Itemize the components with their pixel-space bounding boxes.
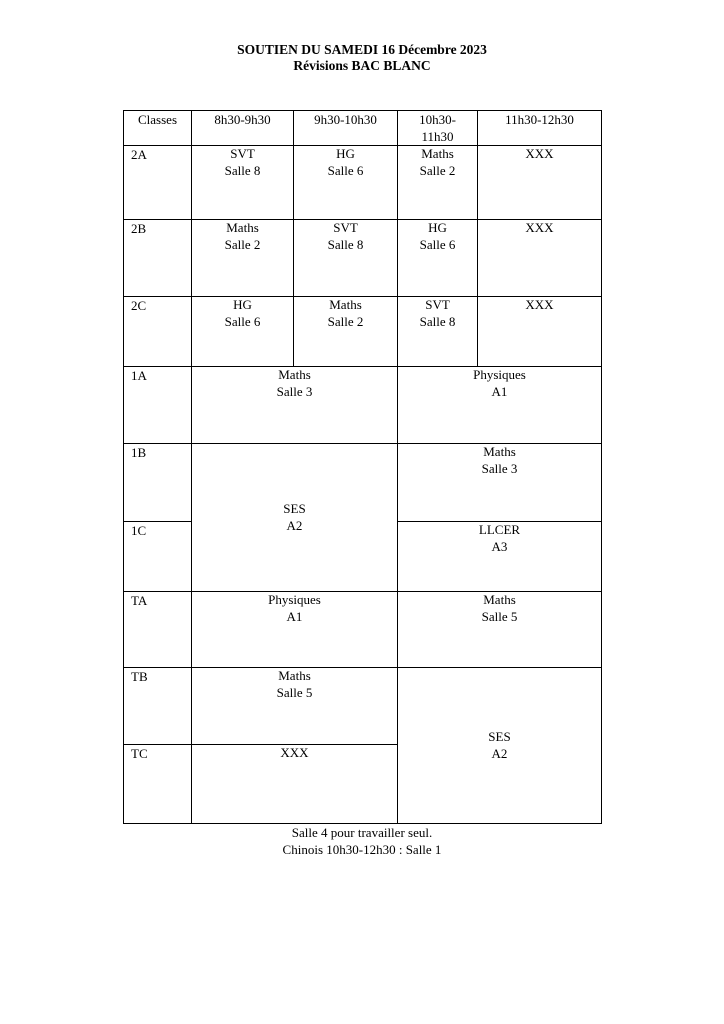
cell-subject: SES [488, 729, 511, 744]
class-label: 2A [124, 146, 192, 220]
header-slot-1: 8h30-9h30 [192, 111, 294, 146]
schedule-cell [398, 146, 478, 220]
cell-empty-marker: XXX [525, 297, 554, 312]
table-row [124, 592, 602, 668]
schedule-cell [398, 522, 602, 592]
schedule-cell [192, 592, 398, 668]
cell-empty-marker: XXX [525, 146, 554, 161]
cell-room: Salle 8 [224, 162, 261, 178]
cell-room: Salle 5 [276, 684, 313, 700]
cell-subject: SES [283, 501, 306, 516]
cell-subject: Physiques [473, 367, 526, 382]
cell-subject: Maths [226, 220, 259, 235]
cell-subject: Maths [483, 444, 516, 459]
class-label: TB [124, 668, 192, 745]
cell-subject: HG [336, 146, 355, 161]
table-row [124, 220, 602, 297]
cell-subject: SVT [333, 220, 358, 235]
class-label: TA [124, 592, 192, 668]
table-row [124, 297, 602, 367]
schedule-cell [192, 297, 294, 367]
schedule-cell-merged [398, 668, 602, 824]
cell-room: A2 [286, 517, 303, 533]
cell-room: Salle 2 [419, 162, 456, 178]
header-classes: Classes [124, 111, 192, 146]
header-slot-2: 9h30-10h30 [294, 111, 398, 146]
document-footer [0, 825, 724, 858]
cell-room: Salle 2 [327, 313, 364, 329]
class-label: TC [124, 745, 192, 824]
cell-room: Salle 6 [327, 162, 364, 178]
cell-empty-marker: XXX [280, 745, 309, 760]
class-label: 1C [124, 522, 192, 592]
class-label: 2C [124, 297, 192, 367]
header-slot-3-line1: 10h30- [419, 112, 456, 127]
class-label: 1B [124, 444, 192, 522]
cell-room: Salle 6 [419, 236, 456, 252]
document-subtitle: Révisions BAC BLANC [293, 58, 431, 73]
schedule-cell [192, 146, 294, 220]
table-row [124, 444, 602, 522]
cell-room: Salle 6 [224, 313, 261, 329]
cell-subject: Maths [278, 668, 311, 683]
schedule-cell [398, 592, 602, 668]
schedule-cell [192, 367, 398, 444]
schedule-cell [478, 220, 602, 297]
cell-room: Salle 3 [481, 460, 518, 476]
schedule-cell [478, 146, 602, 220]
cell-room: Salle 8 [419, 313, 456, 329]
cell-subject: Physiques [268, 592, 321, 607]
schedule-table [123, 110, 602, 824]
schedule-cell [294, 220, 398, 297]
cell-subject: Maths [329, 297, 362, 312]
schedule-cell [398, 444, 602, 522]
schedule-cell [398, 297, 478, 367]
cell-subject: SVT [230, 146, 255, 161]
header-slot-3-line2: 11h30 [421, 128, 454, 144]
cell-room: Salle 3 [276, 383, 313, 399]
schedule-cell-merged [192, 444, 398, 592]
table-row [124, 146, 602, 220]
schedule-cell [192, 220, 294, 297]
cell-subject: LLCER [478, 522, 521, 537]
table-header-row [124, 111, 602, 146]
header-slot-3 [398, 111, 478, 146]
table-row [124, 668, 602, 745]
cell-room: Salle 2 [224, 236, 261, 252]
schedule-cell [294, 297, 398, 367]
schedule-cell [398, 367, 602, 444]
cell-room: A2 [491, 745, 508, 761]
footer-note-2: Chinois 10h30-12h30 : Salle 1 [282, 841, 442, 857]
cell-subject: Maths [483, 592, 516, 607]
cell-subject: HG [233, 297, 252, 312]
table-row [124, 367, 602, 444]
schedule-cell [398, 220, 478, 297]
header-slot-4: 11h30-12h30 [478, 111, 602, 146]
cell-subject: HG [428, 220, 447, 235]
footer-note-1: Salle 4 pour travailler seul. [291, 825, 433, 840]
cell-room: A1 [491, 383, 508, 399]
cell-subject: Maths [278, 367, 311, 382]
schedule-cell [294, 146, 398, 220]
schedule-cell [192, 745, 398, 824]
schedule-cell [478, 297, 602, 367]
cell-empty-marker: XXX [525, 220, 554, 235]
class-label: 2B [124, 220, 192, 297]
document-title: SOUTIEN DU SAMEDI 16 Décembre 2023 [237, 42, 487, 57]
cell-room: A3 [491, 538, 508, 554]
schedule-cell [192, 668, 398, 745]
cell-subject: SVT [425, 297, 450, 312]
cell-room: Salle 5 [481, 608, 518, 624]
cell-room: A1 [286, 608, 303, 624]
class-label: 1A [124, 367, 192, 444]
cell-subject: Maths [421, 146, 454, 161]
cell-room: Salle 8 [327, 236, 364, 252]
document-header [0, 42, 724, 74]
